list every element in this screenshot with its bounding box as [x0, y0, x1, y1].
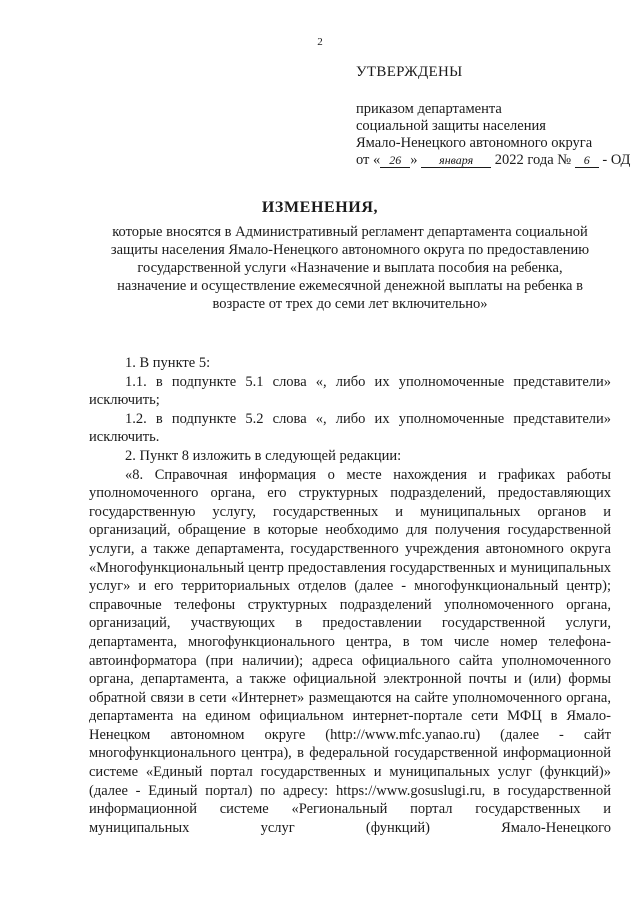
- approval-department-line: социальной защиты населения: [356, 118, 546, 134]
- date-quote-close: »: [410, 152, 418, 168]
- handwritten-day: 26: [380, 153, 410, 168]
- approved-label: УТВЕРЖДЕНЫ: [356, 64, 463, 80]
- subtitle-line: защиты населения Ямало-Ненецкого автономного округа по предоставлению: [110, 242, 590, 258]
- paragraph-item-8-text: «8. Справочная информация о месте нахождения и графиках работы уполномоченного органа, его структурных подразделений, предоставляющих государственную услугу, государственных и муниципальных органов и организаций, обращение в которые необходимо для получения государственной услуги, а также департамента, государственного учреждения автономного округа «Многофункциональный центр предоставления государственных и муниципальных услуг» и его территориальных отделов (далее - многофункциональный центр); справочные телефоны структурных подразделений уполномоченного органа, организаций, участвующих в предоставлении государственной услуги, департамента, многофункционального центра, в том числе номер телефона-автоинформатора (при наличии); адреса официального сайта уполномоченного органа, департамента, а также официальной электронной почты и (или) формы обратной связи в сети «Интернет» размещаются на сайте уполномоченного органа, департамента на едином официальном интернет-портале сети МФЦ в Ямало-Ненецком автономном округе (http://www.mfc.yanao.ru) (далее - сайт многофункционального центра), в федеральной государственной информационной системе «Единый портал государственных и муниципальных услуг (функций)» (далее - Единый портал) по адресу: https://www.gosuslugi.ru, в государственной информационной системе «Региональный портал государственных и муниципальных услуг (функций) Ямало-Ненецкого: [89, 466, 611, 836]
- approval-order-line: приказом департамента: [356, 101, 502, 117]
- handwritten-month: января: [421, 153, 491, 168]
- subtitle-line: возрасте от трех до семи лет включительно»: [212, 296, 488, 312]
- document-heading: ИЗМЕНЕНИЯ,: [261, 199, 379, 216]
- approval-region-line: Ямало-Ненецкого автономного округа: [356, 135, 593, 151]
- subtitle-line: которые вносятся в Административный регламент департамента социальной: [112, 224, 588, 240]
- paragraph-item-1-2: 1.2. в подпункте 5.2 слова «, либо их уполномоченные представители» исключить.: [89, 410, 611, 446]
- paragraph-item-1-1: 1.1. в подпункте 5.1 слова «, либо их уполномоченные представители» исключить;: [89, 373, 611, 409]
- subtitle-line: назначение и осуществление ежемесячной денежной выплаты на ребенка в: [117, 278, 583, 294]
- date-prefix: от «: [356, 152, 381, 168]
- paragraph-item-2: 2. Пункт 8 изложить в следующей редакции:: [125, 447, 402, 464]
- document-body: [89, 354, 611, 837]
- approval-block: [356, 64, 631, 169]
- date-year-text: 2022 года №: [494, 152, 572, 168]
- document-subtitle: [90, 223, 610, 313]
- handwritten-order-number: 6: [575, 153, 599, 168]
- order-suffix: - ОД: [602, 152, 631, 168]
- page-number: 2: [317, 36, 323, 48]
- approval-date-line: [356, 152, 631, 169]
- subtitle-line: государственной услуги «Назначение и выплата пособия на ребенка,: [137, 260, 563, 276]
- paragraph-item-1: 1. В пункте 5:: [125, 355, 211, 371]
